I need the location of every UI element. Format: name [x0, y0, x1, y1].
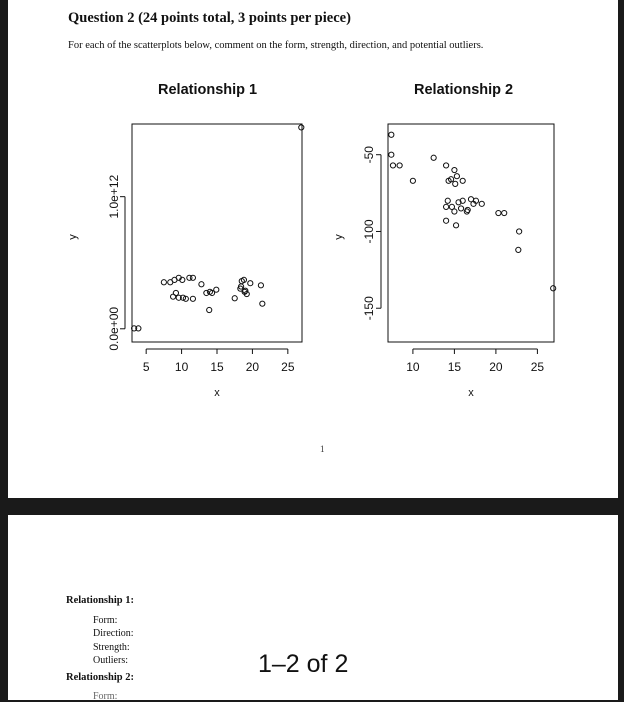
- plot2-point: [454, 174, 459, 179]
- plot1-y-axis-label: y: [67, 234, 79, 240]
- plot1-point: [214, 287, 219, 292]
- plot2-point: [389, 132, 394, 137]
- rel1-direction-label: Direction:: [93, 628, 134, 639]
- plot1-point: [190, 275, 195, 280]
- plot2-point: [452, 167, 457, 172]
- plot2-point: [453, 223, 458, 228]
- question-instructions: For each of the scatterplots below, comment on the form, strength, direction, and potential outliers.: [68, 40, 484, 51]
- plot2-y-tick-label: -150: [362, 296, 376, 321]
- plot1-point: [161, 280, 166, 285]
- plot2-point: [452, 209, 457, 214]
- page-number: 1: [320, 444, 325, 454]
- plot2-point: [460, 178, 465, 183]
- plot2-y-tick-label: -100: [362, 219, 376, 244]
- plot1-point: [248, 281, 253, 286]
- plot1-point: [258, 283, 263, 288]
- plot2-point: [390, 163, 395, 168]
- plot1-point: [299, 125, 304, 130]
- plot1-point: [199, 282, 204, 287]
- rel1-form-label: Form:: [93, 615, 118, 626]
- plot1-point: [207, 307, 212, 312]
- plot2-x-tick-label: 25: [530, 360, 545, 374]
- plot1-y-tick-label: 0.0e+00: [107, 306, 121, 351]
- plot2-y-tick-label: -50: [362, 146, 376, 164]
- relationship-2-heading: Relationship 2:: [66, 672, 134, 683]
- plot1-x-axis-label: x: [214, 387, 220, 399]
- question-title: Question 2 (24 points total, 3 points per piece): [68, 10, 351, 26]
- plot2-point: [551, 286, 556, 291]
- plot2-point: [517, 229, 522, 234]
- plot1-x-tick-label: 5: [142, 360, 150, 374]
- plot-2-title: Relationship 2: [414, 82, 514, 98]
- plot2-point: [431, 155, 436, 160]
- plot2-point: [410, 178, 415, 183]
- plot1-x-tick-label: 10: [174, 360, 189, 374]
- page-1: [8, 0, 618, 498]
- plot2-point: [496, 210, 501, 215]
- plot2-point: [444, 163, 449, 168]
- plot2-point: [444, 218, 449, 223]
- plot2-y-axis-label: y: [333, 234, 345, 240]
- relationship-1-heading: Relationship 1:: [66, 595, 134, 606]
- plot2-point: [453, 181, 458, 186]
- plot1-x-tick-label: 25: [281, 360, 295, 374]
- plot1-frame: [132, 124, 302, 342]
- plot1-point: [170, 294, 175, 299]
- plot-1-title: Relationship 1: [158, 82, 258, 98]
- plot2-point: [458, 206, 463, 211]
- plot2-point: [479, 201, 484, 206]
- rel2-form-label: Form:: [93, 691, 118, 702]
- plot2-point: [397, 163, 402, 168]
- plot1-point: [232, 296, 237, 301]
- plot2-point: [389, 152, 394, 157]
- plot2-x-tick-label: 10: [406, 360, 420, 374]
- plot1-point: [190, 296, 195, 301]
- plot2-point: [444, 204, 449, 209]
- plot2-x-axis-label: x: [468, 387, 474, 399]
- plot1-point: [260, 301, 265, 306]
- plot2-frame: [388, 124, 554, 342]
- plot2-x-tick-label: 20: [489, 360, 503, 374]
- plot2-point: [445, 198, 450, 203]
- plot2-x-tick-label: 15: [447, 360, 462, 374]
- scatterplots: [8, 0, 618, 440]
- plot1-x-tick-label: 20: [245, 360, 260, 374]
- plot2-point: [502, 210, 507, 215]
- plot1-y-tick-label: 1.0e+12: [107, 174, 121, 219]
- page-indicator: 1–2 of 2: [258, 650, 349, 678]
- rel1-outliers-label: Outliers:: [93, 655, 128, 666]
- plot1-point: [204, 290, 209, 295]
- plot1-x-tick-label: 15: [210, 360, 224, 374]
- rel1-strength-label: Strength:: [93, 642, 130, 653]
- plot2-point: [516, 247, 521, 252]
